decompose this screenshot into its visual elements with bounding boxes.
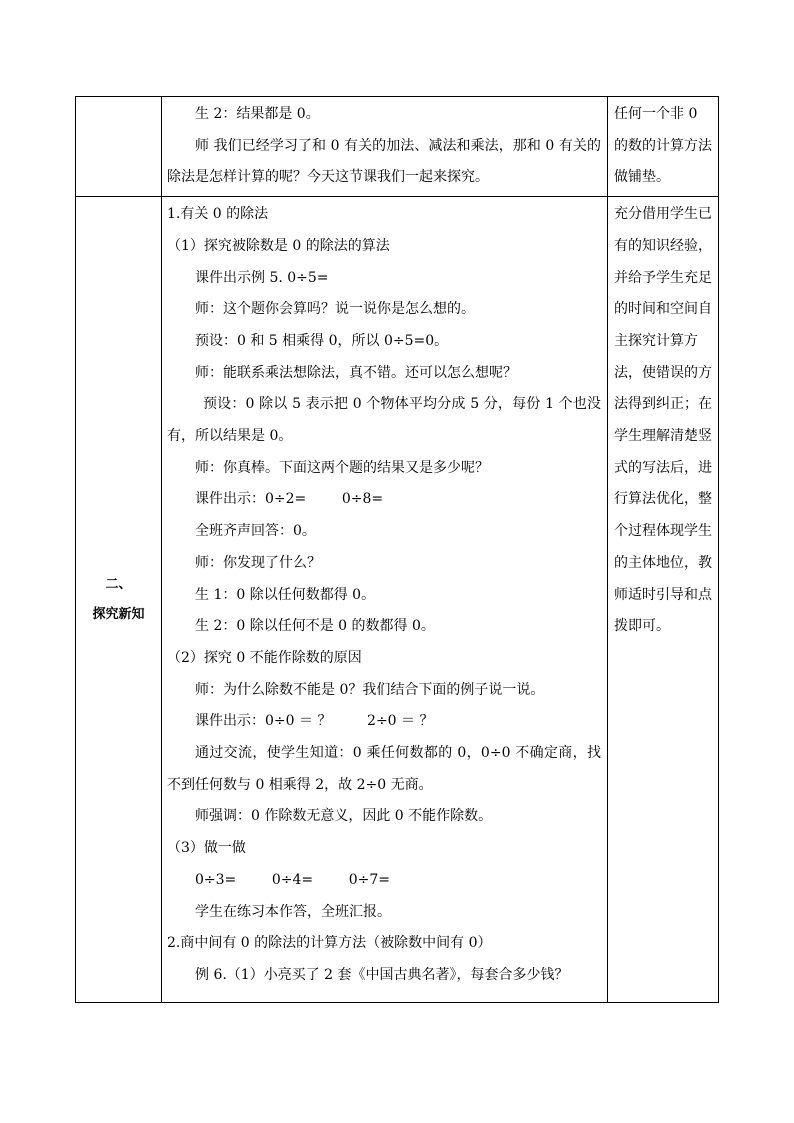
table-row	[76, 197, 719, 1003]
content-line: 例 6.（1）小亮买了 2 套《中国古典名著》，每套合多少钱？	[195, 966, 569, 983]
content-line: 学生在练习本作答，全班汇报。	[195, 903, 391, 920]
subsection-heading: （2）探究 0 不能作除数的原因	[167, 649, 362, 666]
content-line: 师：这个题你会算吗？说一说你是怎么想的。	[195, 301, 475, 318]
content-line: 师：你真棒。下面这两个题的结果又是多少呢？	[195, 459, 489, 476]
design-note-cell	[608, 197, 719, 1003]
subsection-heading: （3）做一做	[167, 840, 246, 857]
lesson-plan-table	[75, 96, 719, 1003]
content-line: 通过交流，使学生知道：0 乘任何数都的 0，0÷0 不确定商，找不到任何数与 0 相乘得 2，故 2÷0 无商。	[167, 745, 601, 793]
content-line: 全班齐声回答：0。	[195, 523, 316, 540]
stage-number: 二、	[105, 576, 132, 592]
content-line: 生 2：0 除以任何不是 0 的数都得 0。	[195, 618, 435, 635]
subsection-heading: （1）探究被除数是 0 的除法的算法	[167, 237, 390, 254]
content-line: 生 1：0 除以任何数都得 0。	[195, 586, 376, 603]
content-line: 课件出示：0÷0 ＝ ？ 2÷0 ＝ ？	[195, 713, 434, 730]
content-line: 师：能联系乘法想除法，真不错。还可以怎么想呢？	[195, 364, 517, 381]
content-line: 师强调：0 作除数无意义，因此 0 不能作除数。	[195, 808, 493, 825]
content-line: 生 2：结果都是 0。	[195, 106, 320, 122]
content-line: 预设：0 除以 5 表示把 0 个物体平均分成 5 分，每份 1 个也没有，所以结果是 0。	[167, 396, 601, 445]
stage-title: 探究新知	[92, 606, 145, 622]
section-heading: 2.商中间有 0 的除法的计算方法（被除数中间有 0）	[167, 935, 492, 952]
content-line: 师：你发现了什么？	[195, 554, 321, 571]
content-line: 0÷3= 0÷4= 0÷7=	[195, 871, 391, 888]
content-cell	[162, 97, 608, 197]
content-line: 师 我们已经学习了和 0 有关的加法、减法和乘法，那和 0 有关的除法是怎样计算的呢？今天这节课我们一起来探究。	[167, 137, 601, 186]
content-cell	[162, 197, 608, 1003]
design-note: 任何一个非 0 的数的计算方法做铺垫。	[614, 106, 712, 186]
content-line: 课件出示：0÷2= 0÷8=	[195, 491, 384, 508]
content-line: 预设：0 和 5 相乘得 0，所以 0÷5=0。	[195, 332, 449, 349]
content-line: 课件出示例 5. 0÷5=	[195, 269, 329, 286]
table-row	[76, 97, 719, 197]
design-note-cell	[608, 97, 719, 197]
stage-cell	[76, 197, 162, 1003]
stage-cell-empty	[76, 97, 162, 197]
design-note: 充分借用学生已有的知识经验，并给予学生充足的时间和空间自主探究计算方法，使错误的方法得到纠正；在学生理解清楚竖式的写法后，进行算法优化，整个过程体现学生的主体地位，教师适时引导和点拨即可。	[614, 206, 712, 635]
section-heading: 1.有关 0 的除法	[167, 206, 269, 223]
content-line: 师：为什么除数不能是 0？我们结合下面的例子说一说。	[195, 681, 545, 698]
